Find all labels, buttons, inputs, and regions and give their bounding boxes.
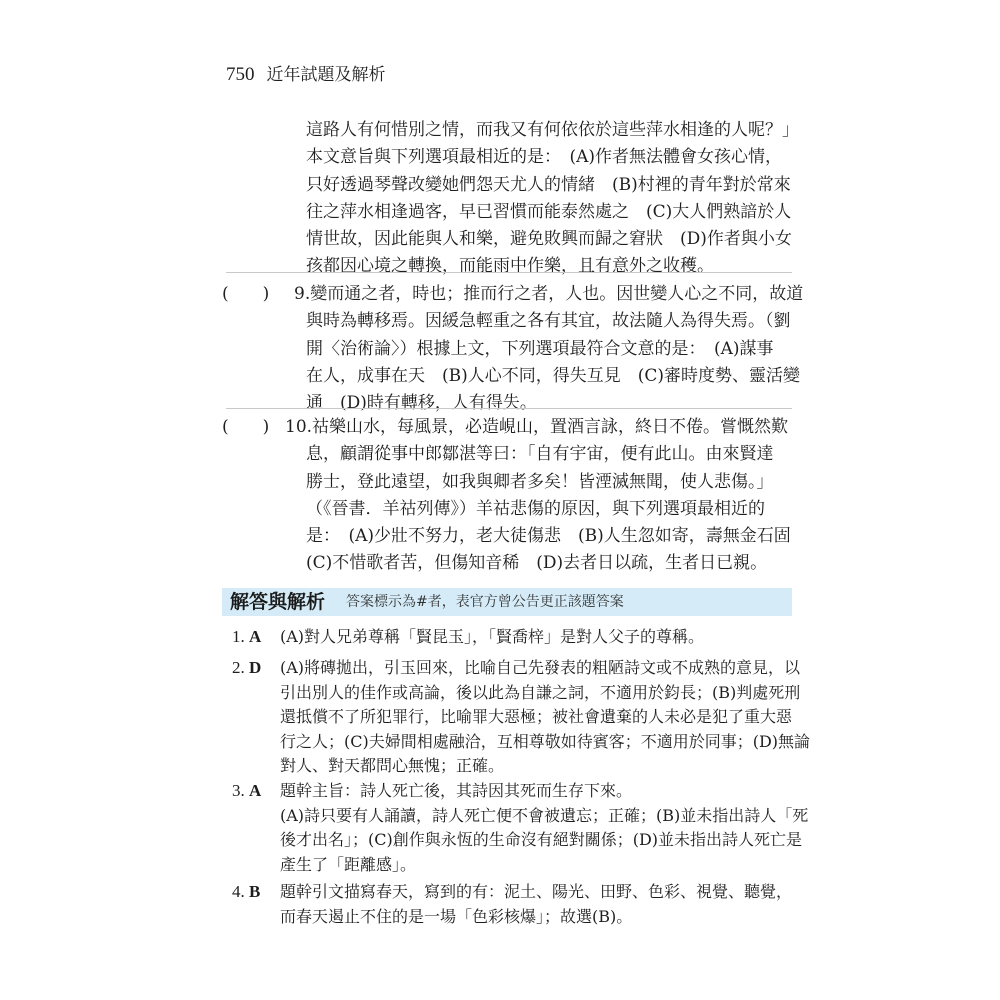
text-line: 後才出名」；(C)創作與永恆的生命沒有絕對關係；(D)並未指出詩人死亡是 — [280, 830, 803, 849]
answer-letter: B — [249, 882, 261, 901]
text-line: 產生了「距離感」。 — [280, 854, 417, 874]
text-line: 而春天遏止不住的是一場「色彩核爆」；故選(B)。 — [280, 906, 633, 926]
text-line: 10.祜樂山水，每風景，必造峴山，置酒言詠，終日不倦。嘗慨然歎 — [285, 417, 789, 437]
text-line: 只好透過琴聲改變她們怨天尤人的情緒 (B)村裡的青年對於常來 — [306, 174, 791, 195]
text-line: 行之人；(C)夫婦間相處融洽，互相尊敬如待賓客；不適用於同事；(D)無論 — [280, 731, 811, 751]
text-line: 通 (D)時有轉移，人有得失。 — [306, 393, 537, 414]
question-divider — [226, 272, 792, 273]
text-line: 與時為轉移焉。因緩急輕重之各有其宜，故法隨人為得失焉。（劉 — [306, 311, 791, 332]
text-line: 這路人有何惜別之情，而我又有何依依於這些萍水相逢的人呢？」 — [306, 120, 799, 140]
text-line: 在人，成事在天 (B)人心不同，得失互見 (C)審時度勢、靈活變 — [306, 365, 801, 386]
text-line: (C)不惜歌者苦，但傷知音稀 (D)去者日以疏，生者日已親。 — [306, 553, 768, 574]
answer-blank: ( ) — [222, 417, 270, 437]
text-line: 孩都因心境之轉換，而能雨中作樂，且有意外之收穫。 — [306, 256, 714, 277]
text-line: 往之萍水相逢過客，早已習慣而能泰然處之 (C)大人們熟諳於人 — [306, 201, 792, 222]
text-line: 本文意旨與下列選項最相近的是： (A)作者無法體會女孩心情， — [306, 147, 783, 168]
text-line: 還抵償不了所犯罪行，比喻罪大惡極；被社會遺棄的人未必是犯了重大惡 — [280, 707, 793, 726]
answer-letter: A — [249, 781, 262, 800]
answers-note: 答案標示為#者，表官方曾公告更正該題答案 — [346, 594, 624, 610]
answer-label: 2. D — [232, 658, 262, 677]
answer-blank: ( ) — [222, 284, 270, 304]
question-divider — [226, 408, 792, 409]
answers-header — [222, 588, 792, 616]
text-line: 勝士，登此遠望，如我與卿者多矣！皆湮滅無聞，使人悲傷。」 — [306, 471, 774, 492]
page-number: 750 — [226, 64, 255, 85]
text-line: 引出別人的佳作或高論，後以此為自謙之詞，不適用於鈞長；(B)判處死刑 — [280, 682, 801, 702]
text-line: 息，顧謂從事中郎鄒湛等曰：「自有宇宙，便有此山。由來賢達 — [306, 444, 774, 465]
text-line: 9.變而通之者，時也；推而行之者，人也。因世變人心之不同，故道 — [294, 284, 804, 304]
answers-title: 解答與解析 — [230, 591, 326, 613]
answer-label: 3. A — [232, 781, 262, 800]
text-line: (A)將磚拋出，引玉回來，比喻自己先發表的粗陋詩文或不成熟的意見，以 — [280, 658, 801, 677]
text-line: (A)對人兄弟尊稱「賢昆玉」，「賢喬梓」是對人父子的尊稱。 — [280, 627, 705, 646]
text-line: 題幹主旨：詩人死亡後，其詩因其死而生存下來。 — [280, 781, 633, 800]
answer-letter: A — [249, 627, 262, 646]
answer-label: 1. A — [232, 627, 262, 646]
text-line: 是： (A)少壯不努力，老大徒傷悲 (B)人生忽如寄，壽無金石固 — [306, 526, 791, 547]
text-line: 情世故，因此能與人和樂，避免敗興而歸之窘狀 (D)作者與小女 — [306, 229, 792, 250]
text-line: 題幹引文描寫春天，寫到的有：泥土、陽光、田野、色彩、視覺、聽覺， — [280, 882, 793, 901]
question-8-continuation — [306, 117, 799, 281]
text-line: (A)詩只要有人誦讀，詩人死亡便不會被遺忘；正確；(B)並未指出詩人「死 — [280, 805, 809, 825]
answer-label: 4. B — [232, 882, 261, 901]
text-line: 開〈治術論〉）根據上文，下列選項最符合文意的是： (A)謀事 — [306, 338, 774, 359]
answer-letter: D — [249, 658, 262, 677]
page-header — [226, 60, 386, 86]
running-title: 近年試題及解析 — [266, 65, 386, 85]
text-line: 對人、對天都問心無愧；正確。 — [280, 756, 505, 775]
text-line: （《晉書．羊祜列傳》）羊祜悲傷的原因，與下列選項最相近的 — [306, 498, 765, 519]
